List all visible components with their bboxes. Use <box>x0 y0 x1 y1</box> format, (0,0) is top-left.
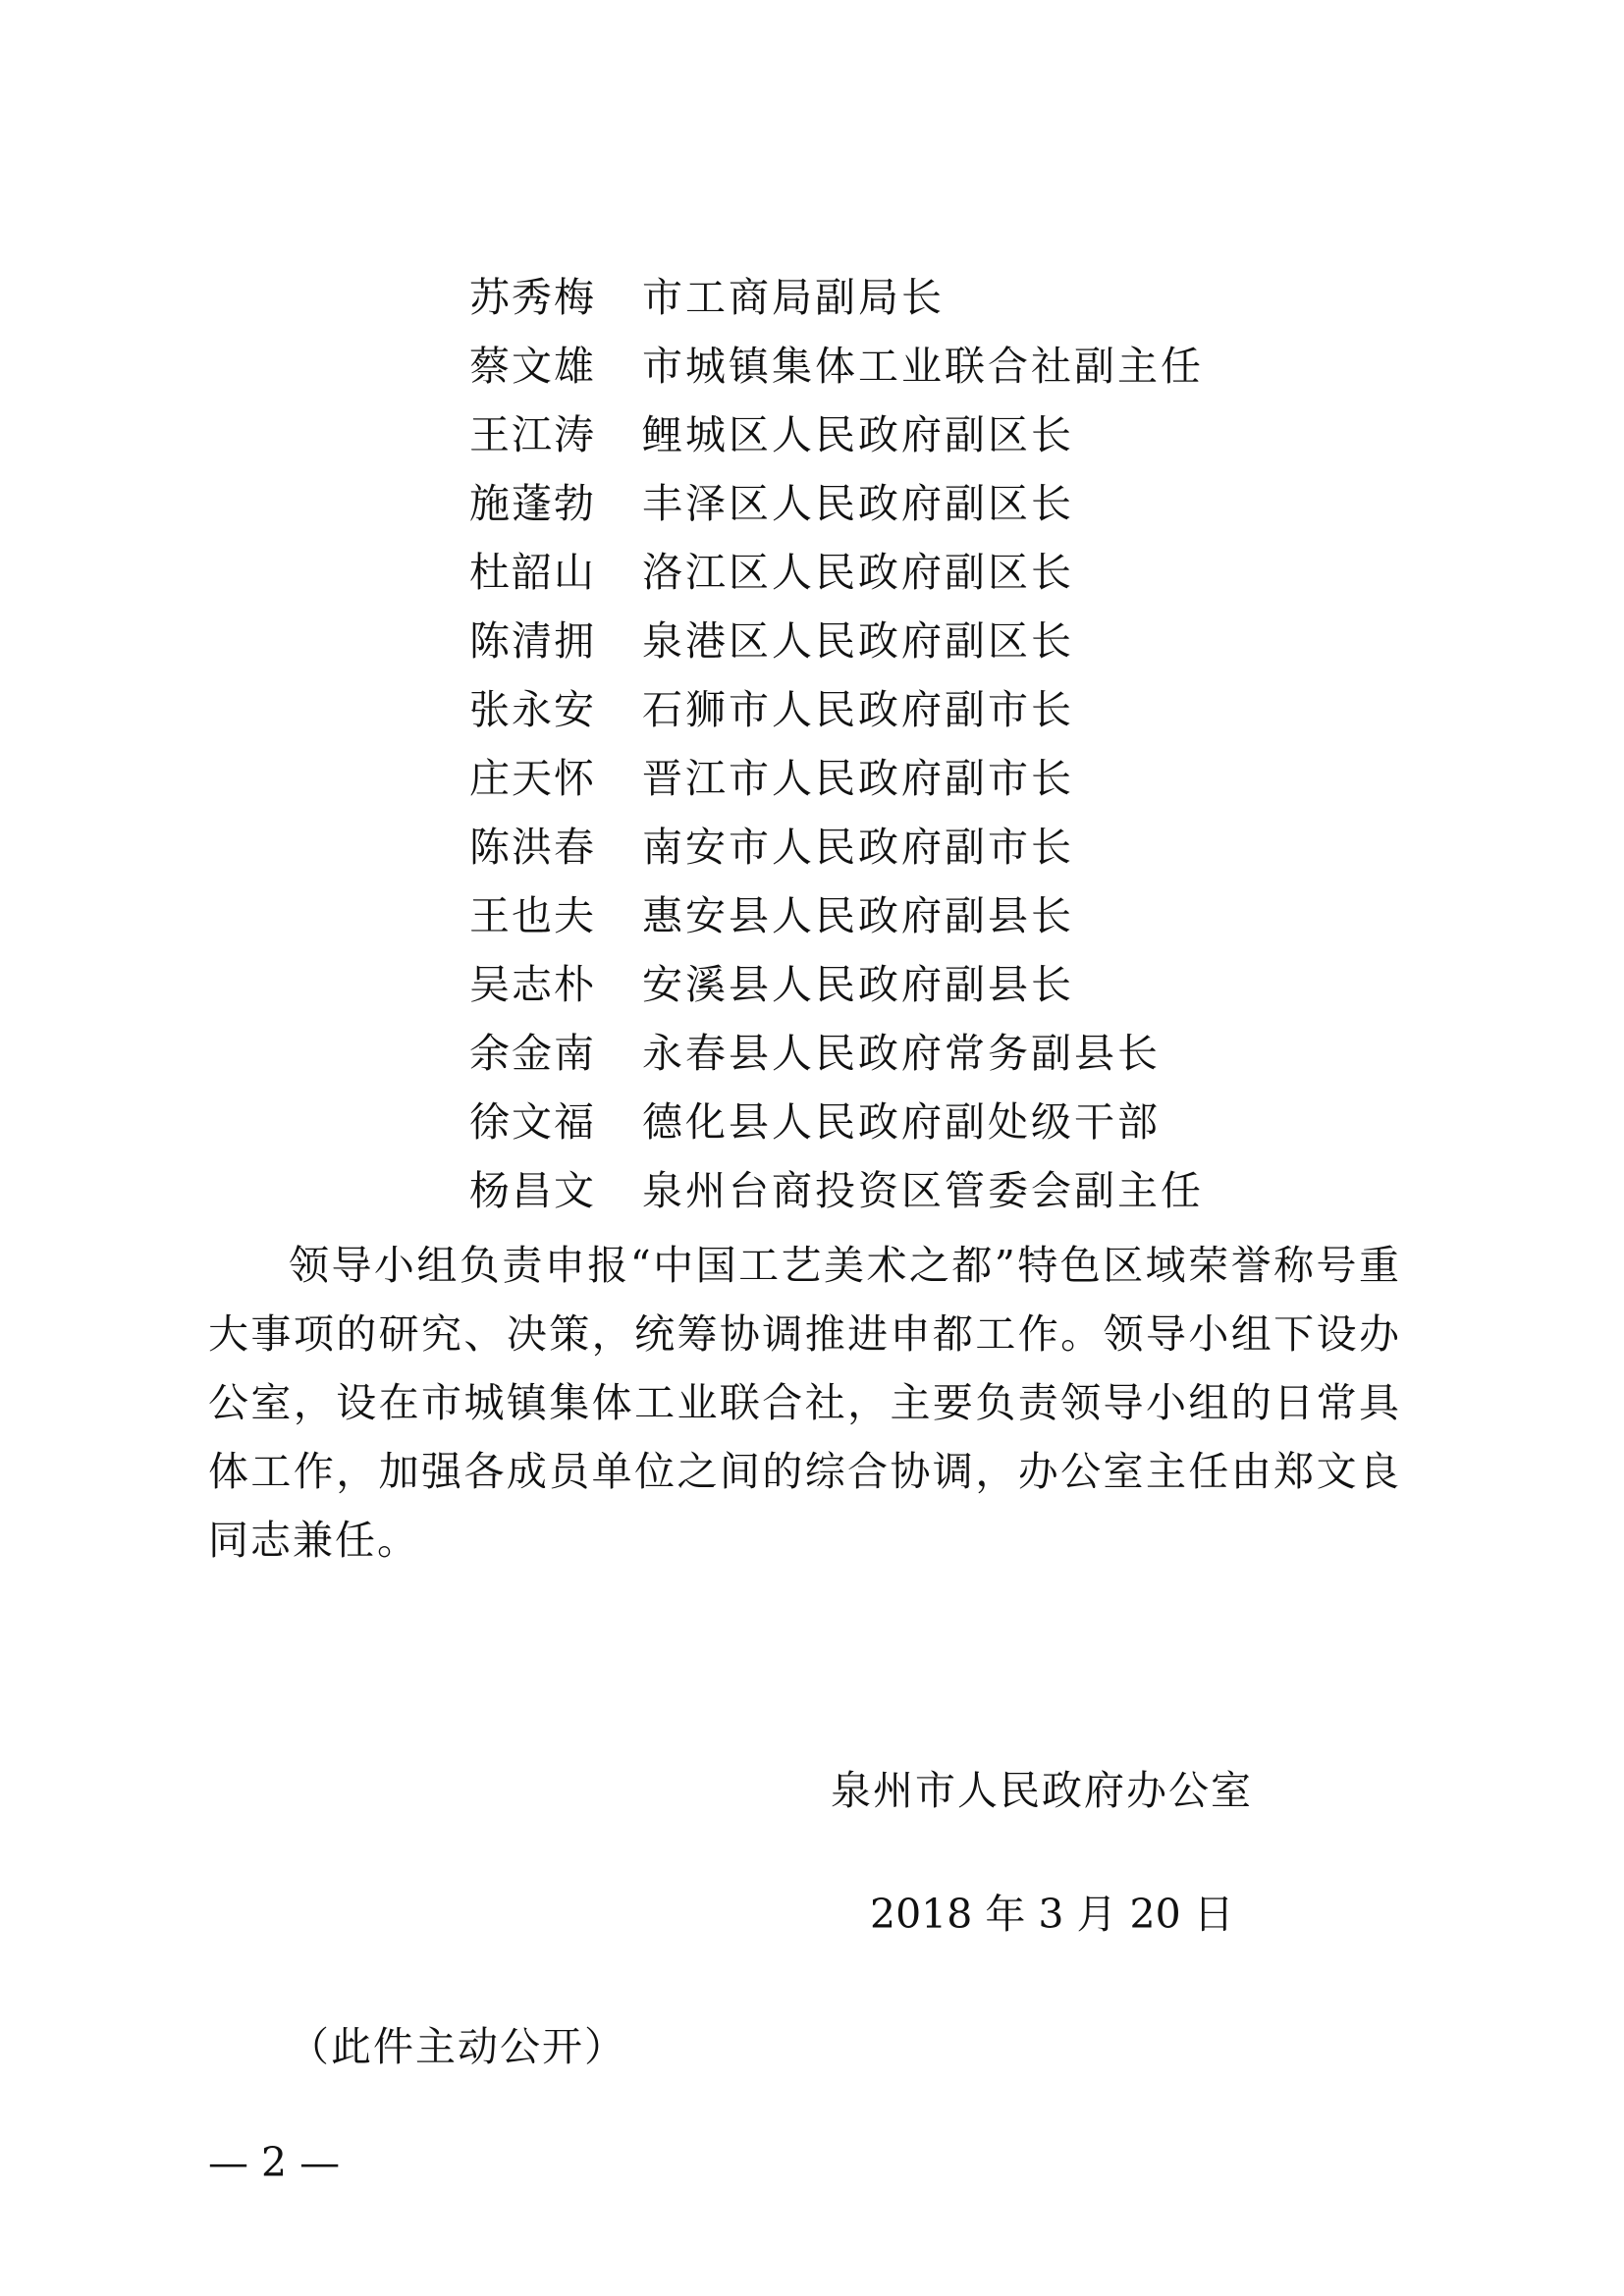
member-title: 市工商局副局长 <box>642 274 945 321</box>
member-title: 晋江市人民政府副市长 <box>642 755 1074 802</box>
member-name: 施蓬勃 <box>469 480 596 527</box>
member-name: 陈洪春 <box>469 824 596 871</box>
member-row <box>469 881 1451 950</box>
member-name: 王也夫 <box>469 892 596 939</box>
member-row <box>469 332 1451 400</box>
member-title: 丰泽区人民政府副区长 <box>642 480 1074 527</box>
member-row <box>469 469 1451 538</box>
member-title: 市城镇集体工业联合社副主任 <box>642 343 1204 390</box>
signature-date: 2018 年 3 月 20 日 <box>870 1891 1234 1938</box>
office-description-paragraph: 领导小组负责申报“中国工艺美术之都”特色区域荣誉称号重大事项的研究、决策，统筹协调推进申都工作。领导小组下设办公室，设在市城镇集体工业联合社，主要负责领导小组的日常具体工作，加强各成员单位之间的综合协调，办公室主任由郑文良同志兼任。 <box>208 1242 1401 1564</box>
member-row <box>469 263 1451 332</box>
member-title: 泉港区人民政府副区长 <box>642 617 1074 665</box>
member-name: 王江涛 <box>469 411 596 458</box>
member-name: 吴志朴 <box>469 961 596 1008</box>
member-title: 鲤城区人民政府副区长 <box>642 411 1074 458</box>
member-name: 徐文福 <box>469 1098 596 1146</box>
disclosure-note: （此件主动公开） <box>289 2023 626 2070</box>
member-row <box>469 400 1451 469</box>
member-name: 杜韶山 <box>469 549 596 596</box>
member-row <box>469 675 1451 744</box>
page-number: — 2 — <box>208 2139 341 2186</box>
member-title: 南安市人民政府副市长 <box>642 824 1074 871</box>
member-title: 泉州台商投资区管委会副主任 <box>642 1167 1204 1214</box>
member-title: 安溪县人民政府副县长 <box>642 961 1074 1008</box>
member-title: 惠安县人民政府副县长 <box>642 892 1074 939</box>
member-row <box>469 1019 1451 1088</box>
member-name: 张永安 <box>469 686 596 733</box>
member-list <box>469 263 1451 1225</box>
member-row <box>469 950 1451 1019</box>
member-name: 余金南 <box>469 1030 596 1077</box>
member-title: 洛江区人民政府副区长 <box>642 549 1074 596</box>
member-row <box>469 813 1451 881</box>
member-name: 苏秀梅 <box>469 274 596 321</box>
member-title: 永春县人民政府常务副县长 <box>642 1030 1161 1077</box>
member-name: 陈清拥 <box>469 617 596 665</box>
member-name: 庄天怀 <box>469 755 596 802</box>
member-row <box>469 744 1451 813</box>
member-row <box>469 538 1451 607</box>
signature-organization: 泉州市人民政府办公室 <box>831 1767 1253 1814</box>
member-name: 蔡文雄 <box>469 343 596 390</box>
member-title: 德化县人民政府副处级干部 <box>642 1098 1161 1146</box>
member-row <box>469 607 1451 675</box>
member-row <box>469 1156 1451 1225</box>
member-title: 石狮市人民政府副市长 <box>642 686 1074 733</box>
member-name: 杨昌文 <box>469 1167 596 1214</box>
member-row <box>469 1088 1451 1156</box>
